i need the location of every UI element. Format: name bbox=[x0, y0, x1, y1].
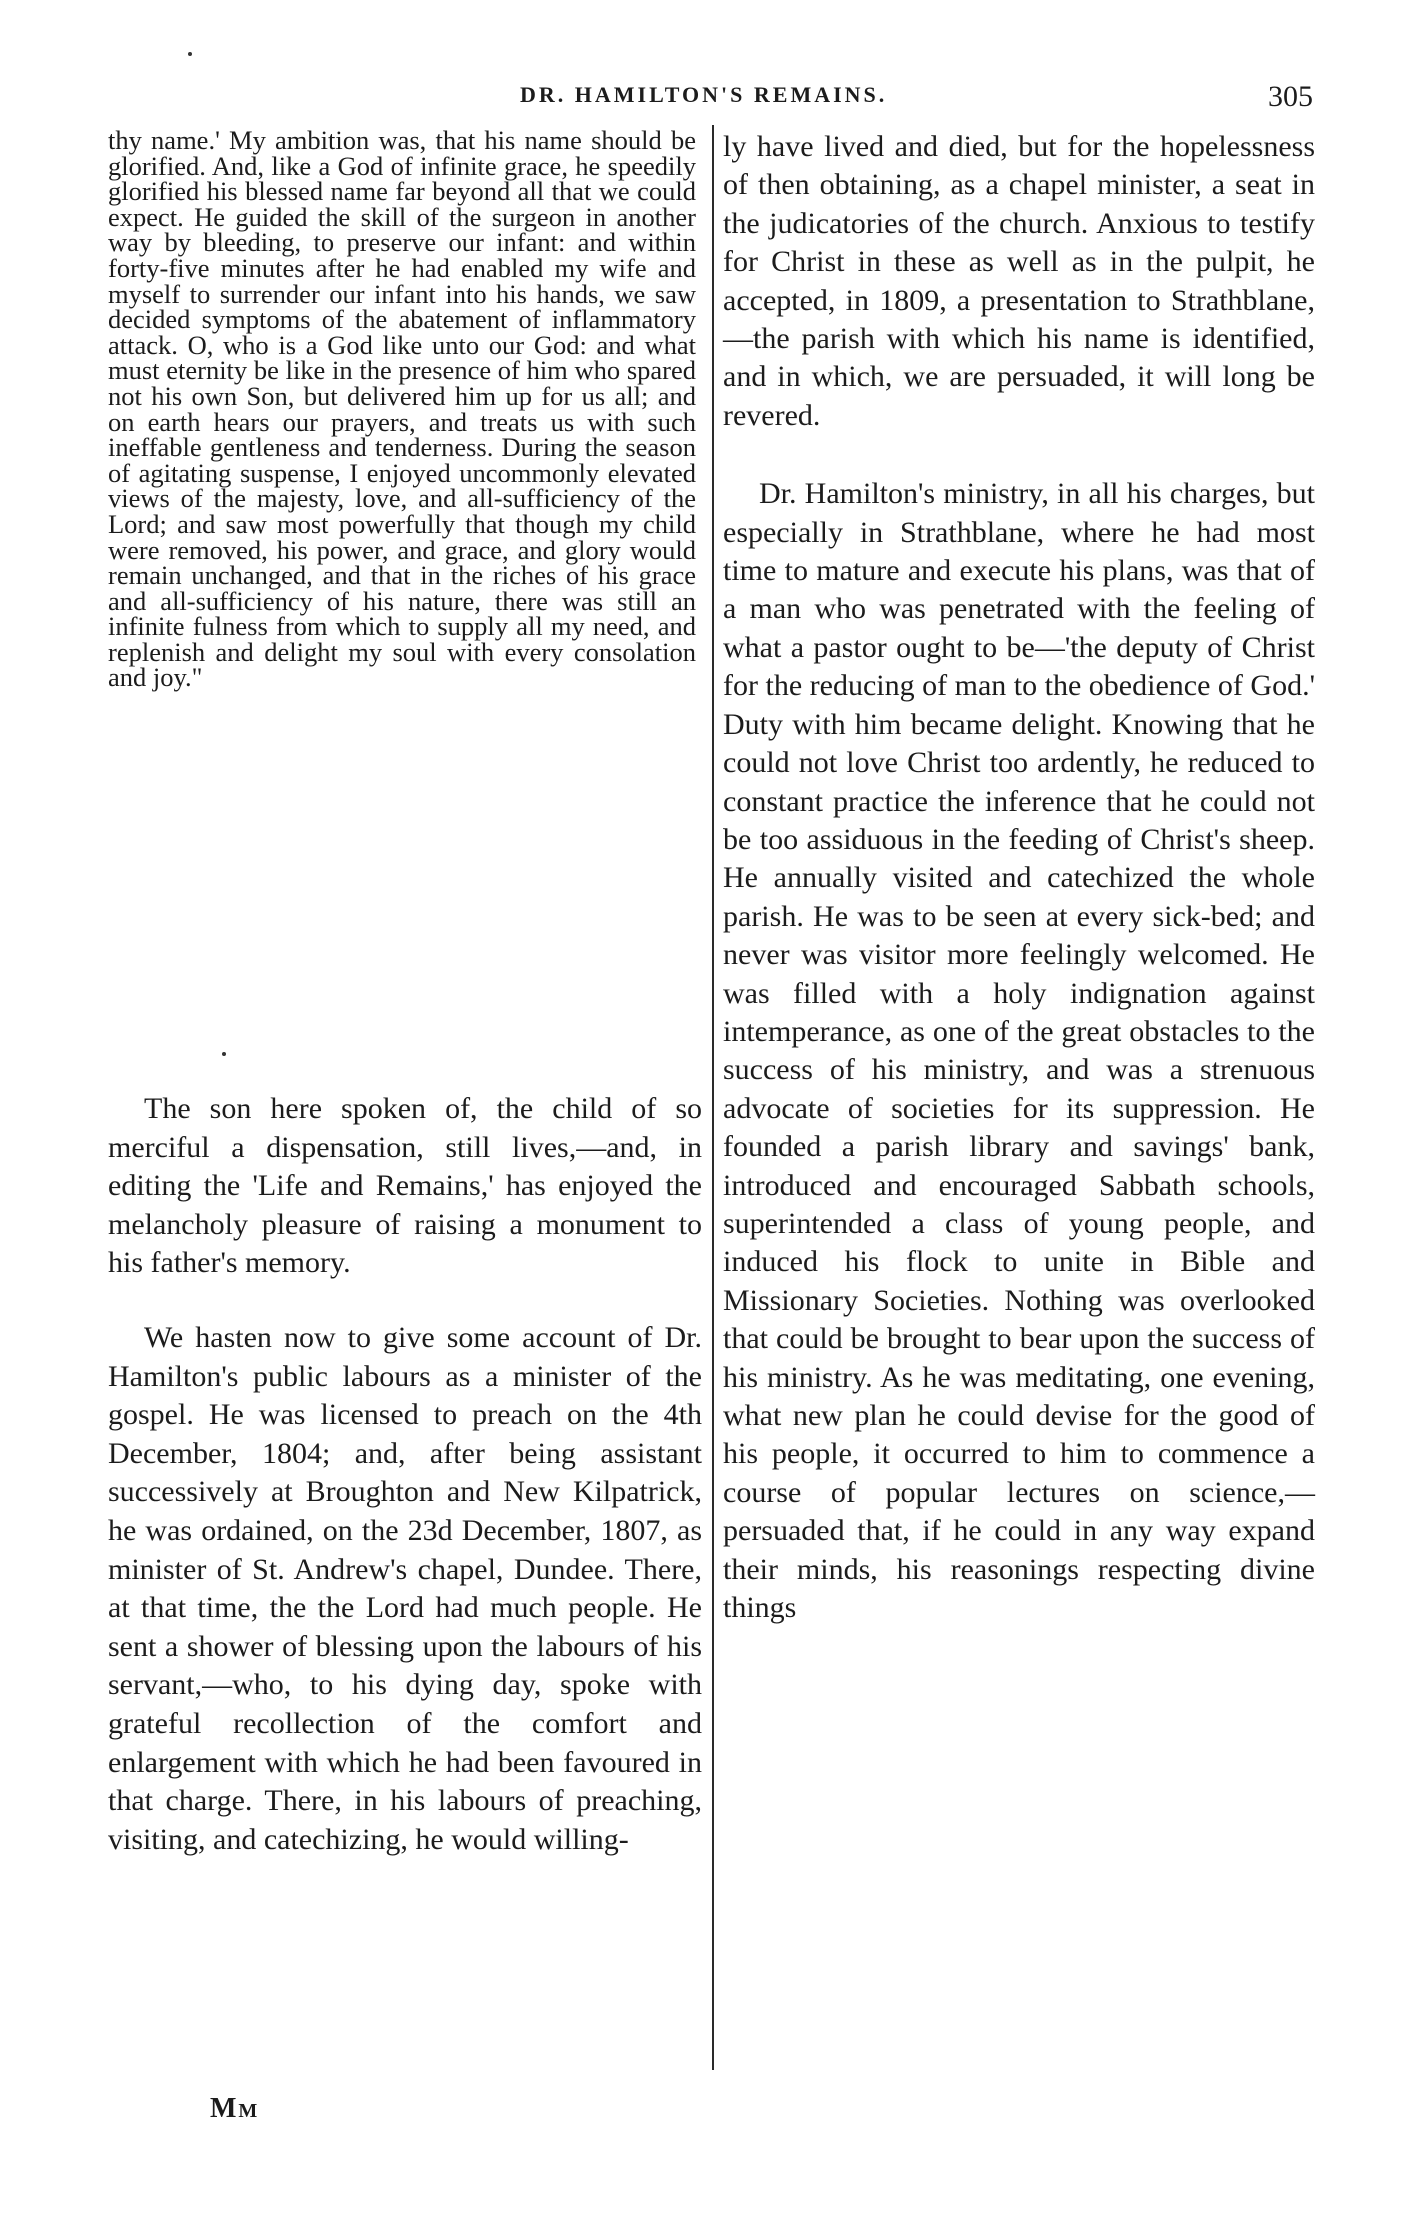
column-rule bbox=[712, 125, 714, 2070]
right-paragraph-2: Dr. Hamilton's ministry, in all his charges, but especially in Strathblane, where he had most time to mature and execute his plans, was that of a man who was penetrated with the feeling of what a pastor ought to be—'the deputy of Christ for the reducing of man to the obedience of God.' Duty with him became delight. Knowing that he could not love Christ too ardently, he reduced to constant practice the inference that he could not be too assiduous in the feeding of Christ's sheep. He annually visited and catechized the whole parish. He was to be seen at every sick-bed; and never was visitor more feelingly welcomed. He was filled with a holy indignation against intemperance, as one of the great obstacles to the success of his ministry, and was a strenuous advocate of societies for its suppression. He founded a parish library and savings' bank, introduced and encouraged Sabbath schools, superintended a class of young people, and induced his flock to unite in Bible and Missionary Societies. Nothing was overlooked that could be brought to bear upon the success of his ministry. As he was meditating, one evening, what new plan he could devise for the good of his people, it occurred to him to commence a course of popular lectures on science,—persuaded that, if he could in any way expand their minds, his reasonings respecting divine things bbox=[723, 477, 1315, 1625]
left-paragraph-2: We hasten now to give some account of Dr. Hamilton's public labours as a minister of the gospel. He was licensed to preach on the 4th December, 1804; and, after being assistant successively at Broughton and New Kilpatrick, he was ordained, on the 23d December, 1807, as minister of St. Andrew's chapel, Dundee. There, at that time, the the Lord had much people. He sent a shower of blessing upon the labours of his servant,—who, to his dying day, spoke with grateful recollection of the comfort and enlargement with which he had been favoured in that charge. There, in his labours of preaching, visiting, and catechizing, he would willing- bbox=[108, 1320, 702, 1856]
right-column-body bbox=[723, 128, 1315, 1627]
page-number: 305 bbox=[1268, 80, 1313, 113]
quote-paragraph: thy name.' My ambition was, that his name should be glorified. And, like a God of infinite grace, he speedily glorified his blessed name far beyond all that we could expect. He guided the skill of the surgeon in another way by bleeding, to preserve our infant: and within forty-five minutes after he had enabled my wife and myself to surrender our infant into his hands, we saw decided symptoms of the abatement of inflammatory attack. O, who is a God like unto our God: and what must eternity be like in the presence of him who spared not his own Son, but delivered him up for us all; and on earth hears our prayers, and treats us with such ineffable gentleness and tenderness. During the season of agitating suspense, I enjoyed uncommonly elevated views of the majesty, love, and all-sufficiency of the Lord; and saw most powerfully that though my child were removed, his power, and grace, and glory would remain unchanged, and that in the riches of his grace and all-sufficiency of his nature, there was still an infinite fulness from which to supply all my need, and replenish and delight my soul with every consolation and joy." bbox=[108, 125, 696, 693]
left-paragraph-1: The son here spoken of, the child of so merciful a dispensation, still lives,—and, in editing the 'Life and Remains,' has enjoyed the melancholy pleasure of raising a monument to his father's memory. bbox=[108, 1092, 702, 1280]
right-paragraph-1: ly have lived and died, but for the hopelessness of then obtaining, as a chapel minister, a seat in the judicatories of the church. Anxious to testify for Christ in these as well as in the pulpit, he accepted, in 1809, a presentation to Strathblane,—the parish with which his name is identified, and in which, we are persuaded, it will long be revered. bbox=[723, 130, 1315, 432]
print-dot bbox=[222, 1052, 226, 1056]
signature-mark: Mm bbox=[210, 2093, 260, 2124]
print-speck bbox=[188, 52, 192, 56]
left-column-body bbox=[108, 1090, 702, 1859]
left-column-quote bbox=[108, 125, 696, 693]
running-head: DR. HAMILTON'S REMAINS. bbox=[520, 82, 888, 107]
